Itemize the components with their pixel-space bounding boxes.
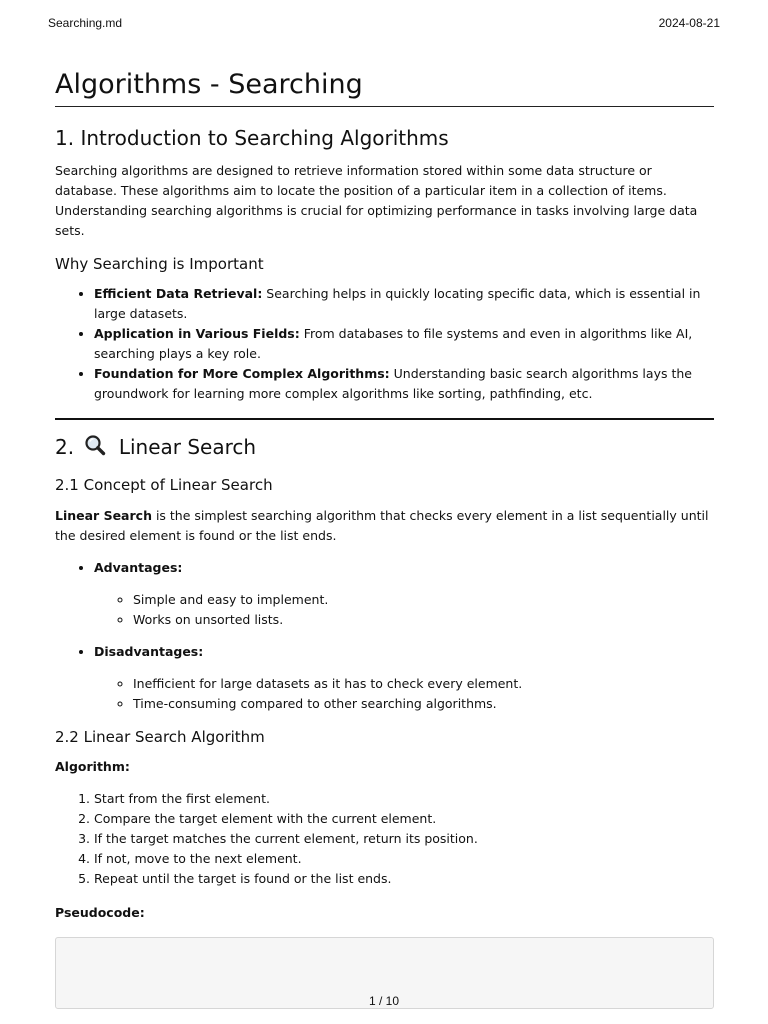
algorithm-label-text: Algorithm:: [55, 759, 130, 775]
point-text: Searching helps in quickly locating specific data, which is essential in large datasets.: [94, 286, 701, 322]
subheading-concept: 2.1 Concept of Linear Search: [55, 476, 273, 495]
concept-text: is the simplest searching algorithm that checks every element in a list sequentially until the desired element is found or the list ends.: [55, 507, 709, 543]
concept-paragraph: [55, 506, 714, 546]
disadvantages-label: Disadvantages:: [94, 643, 204, 659]
section-number: 2.: [55, 435, 75, 460]
section-title: Linear Search: [118, 435, 257, 460]
list-item: [94, 324, 714, 364]
list-item: 3. If the target matches the current element, return its position.: [94, 829, 714, 849]
section-divider: [55, 418, 714, 420]
page-number: 1 / 10: [368, 994, 400, 1008]
document-filename: Searching.md: [48, 16, 123, 30]
pros-cons-list: [55, 558, 714, 714]
subheading-why-searching: Why Searching is Important: [55, 254, 264, 273]
document-content: [55, 64, 714, 1009]
pseudocode-label: [55, 903, 714, 923]
document-date: 2024-08-21: [658, 16, 720, 30]
magnifying-glass-icon: [84, 434, 106, 462]
list-item: ◦ Works on unsorted lists.: [133, 610, 714, 630]
subheading-algorithm: 2.2 Linear Search Algorithm: [55, 727, 265, 746]
list-item: 1. Start from the first element.: [94, 789, 714, 809]
page-header: [48, 16, 720, 30]
advantages-list: [94, 590, 714, 630]
page-title: Algorithms - Searching: [55, 68, 714, 107]
list-item: [94, 364, 714, 404]
pseudocode-label-text: Pseudocode:: [55, 905, 145, 921]
list-item: ◦ Simple and easy to implement.: [133, 590, 714, 610]
intro-paragraph: Searching algorithms are designed to retrieve information stored within some data structure or database. These algorithms aim to locate the position of a particular item in a collection of items. Understanding searching algorithms is crucial for optimizing performance in tasks involving large data sets.: [55, 162, 698, 238]
algorithm-steps: [55, 789, 714, 889]
section-heading-introduction: 1. Introduction to Searching Algorithms: [55, 125, 449, 150]
list-item: ◦ Inefficient for large datasets as it has to check every element.: [133, 674, 714, 694]
list-item: [94, 642, 714, 714]
list-item: ◦ Time-consuming compared to other searching algorithms.: [133, 694, 714, 714]
algorithm-label: [55, 757, 714, 777]
point-text: Understanding basic search algorithms lays the groundwork for learning more complex algorithms like sorting, pathfinding, etc.: [94, 366, 692, 402]
point-text: From databases to file systems and even in algorithms like AI, searching plays a key role.: [94, 326, 693, 362]
list-item: [94, 558, 714, 630]
list-item: 4. If not, move to the next element.: [94, 849, 714, 869]
disadvantages-list: [94, 674, 714, 714]
concept-term: Linear Search: [55, 507, 152, 523]
point-label: Application in Various Fields:: [94, 326, 300, 342]
list-item: 5. Repeat until the target is found or the list ends.: [94, 869, 714, 889]
importance-list: [55, 284, 714, 404]
list-item: [94, 284, 714, 324]
section-heading-linear-search: [55, 434, 714, 462]
list-item: 2. Compare the target element with the current element.: [94, 809, 714, 829]
advantages-label: Advantages:: [94, 559, 183, 575]
point-label: Foundation for More Complex Algorithms:: [94, 366, 390, 382]
point-label: Efficient Data Retrieval:: [94, 286, 263, 302]
